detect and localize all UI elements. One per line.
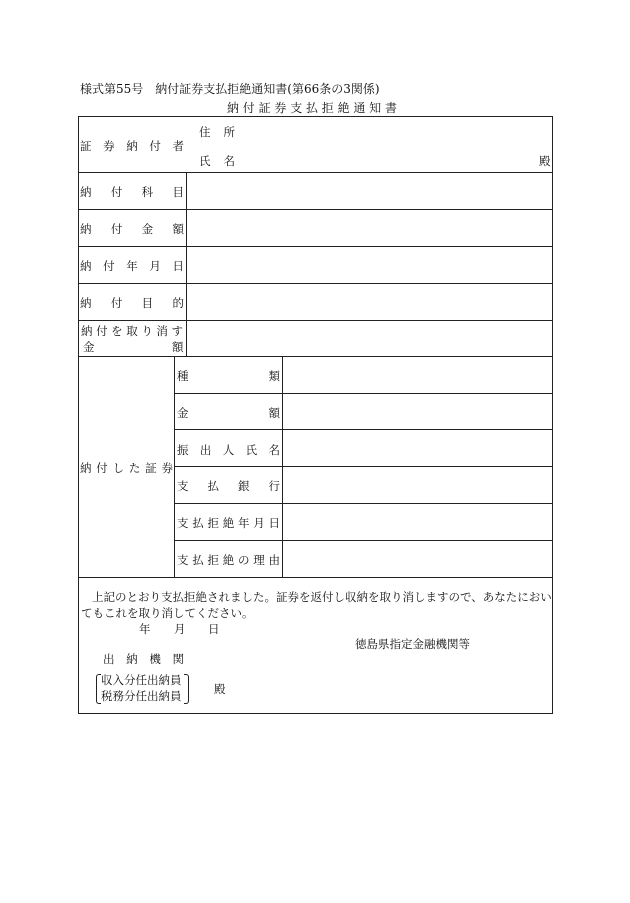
- document-title: 納 付 証 券 支 払 拒 絶 通 知 書: [227, 101, 397, 115]
- row-cancel-amount-label: 納 付 を 取 り 消 す: [81, 324, 183, 338]
- notice-office-label: 出 納 機 関: [103, 652, 184, 666]
- row-payment-date-label: 納 付 年 月 日: [80, 259, 184, 273]
- notice-honorific: 殿: [214, 682, 226, 696]
- notice-date-month: 月: [174, 622, 186, 636]
- name-label: 氏 名: [199, 154, 235, 168]
- notice-date-day: 日: [208, 622, 220, 636]
- officer-tax: 税務分任出納員: [101, 689, 182, 703]
- notice-date-year: 年: [139, 622, 151, 636]
- securities-label: 納 付 し た 証 券: [80, 461, 173, 475]
- securities-refusal-reason-label: 支 払 拒 絶 の 理 由: [177, 553, 280, 567]
- officer-revenue: 収入分任出納員: [101, 673, 182, 687]
- payer-label: 証 券 納 付 者: [80, 139, 184, 153]
- row-cancel-amount-label-2a: 金: [83, 340, 95, 354]
- row-payment-amount-label: 納 付 金 額: [80, 222, 184, 236]
- row-payment-purpose-label: 納 付 目 的: [80, 296, 184, 310]
- securities-type-label: 種 類: [177, 369, 280, 383]
- address-label: 住 所: [199, 125, 235, 139]
- row-payment-item-label: 納 付 科 目: [80, 185, 184, 199]
- form-id: 様式第55号 納付証券支払拒絶通知書(第66条の3関係): [80, 82, 380, 96]
- notice-line-2: てもこれを取り消してください。: [81, 606, 254, 620]
- securities-amount-label: 金 額: [177, 406, 280, 420]
- securities-bank-label: 支 払 銀 行: [177, 479, 280, 493]
- notice-institution: 徳島県指定金融機関等: [355, 637, 470, 651]
- row-cancel-amount-label-2b: 額: [172, 340, 184, 354]
- payer-honorific: 殿: [539, 154, 551, 168]
- securities-refusal-date-label: 支 払 拒 絶 年 月 日: [177, 516, 280, 530]
- notice-line-1: 上記のとおり支払拒絶されました。証券を返付し収納を取り消しますので、あなたにおい: [92, 590, 552, 604]
- securities-drawer-label: 振 出 人 氏 名: [177, 443, 280, 457]
